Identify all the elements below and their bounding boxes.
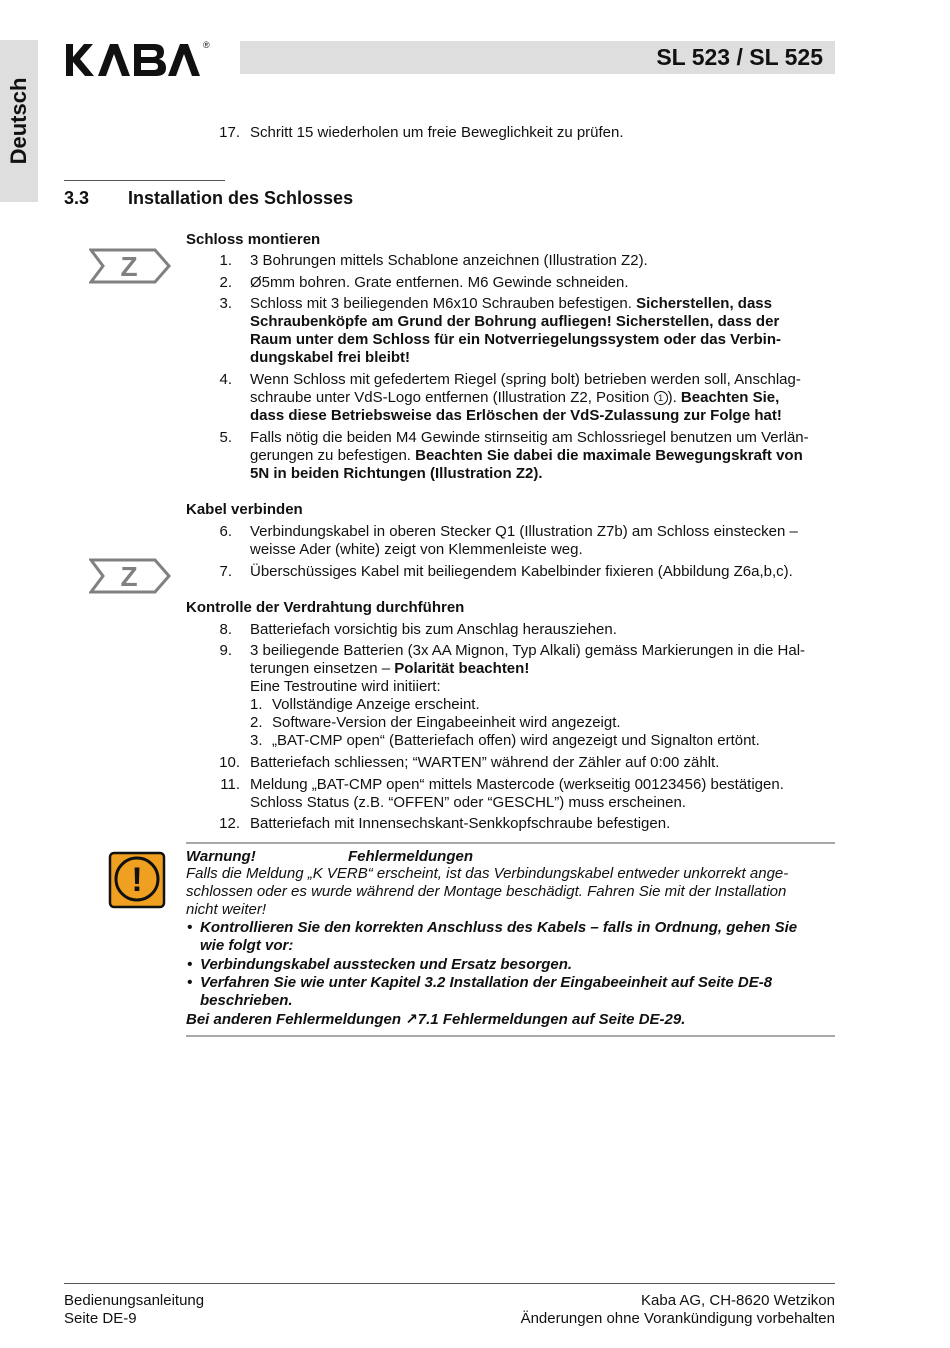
bullet: • <box>187 919 193 936</box>
warning-text: schlossen oder es wurde während der Montage beschädigt. Fahren Sie mit der Installation <box>186 883 787 900</box>
language-tab-label: Deutsch <box>6 77 31 165</box>
step-text: weisse Ader (white) zeigt von Klemmenleiste weg. <box>250 541 583 558</box>
z-illustration-icon <box>89 247 173 290</box>
document-title: SL 523 / SL 525 <box>656 44 823 70</box>
step-text: Wenn Schloss mit gefedertem Riegel (spring bolt) betrieben werden soll, Anschlag- <box>250 371 801 388</box>
step-text: Schritt 15 wiederholen um freie Beweglichkeit zu prüfen. <box>250 124 624 141</box>
header-bar <box>240 41 835 74</box>
step-number: 12. <box>219 815 240 832</box>
step-emphasis: Sicherstellen, dass <box>636 295 772 312</box>
step-emphasis: 5N in beiden Richtungen (Illustration Z2). <box>250 465 543 482</box>
warning-top-rule <box>186 842 835 844</box>
step-text <box>250 660 529 678</box>
step-emphasis: Beachten Sie, <box>680 389 780 406</box>
step-text: Eine Testroutine wird initiiert: <box>250 678 441 695</box>
step-text: Meldung „BAT-CMP open“ mittels Mastercode (werkseitig 00123456) bestätigen. <box>250 776 784 793</box>
section-title: Installation des Schlosses <box>128 188 354 208</box>
warning-bullet-text: beschrieben. <box>200 992 293 1009</box>
warning-bullet-text: Verbindungskabel ausstecken und Ersatz besorgen. <box>200 956 573 973</box>
warning-title: Fehlermeldungen <box>348 848 474 865</box>
warning-reference[interactable] <box>186 1011 685 1029</box>
footer-doc-type: Bedienungsanleitung <box>64 1292 205 1309</box>
sub-step-number: 2. <box>250 714 263 731</box>
warning-icon <box>108 851 166 914</box>
reference-text: Bei anderen Fehlermeldungen <box>186 1011 406 1028</box>
subheading-mount: Schloss montieren <box>186 231 321 248</box>
step-emphasis: Raum unter dem Schloss für ein Notverriegelungssystem oder das Verbin- <box>250 331 781 348</box>
sub-step-text: Vollständige Anzeige erscheint. <box>272 696 480 713</box>
warning-label: Warnung! <box>186 848 256 865</box>
step-text: Ø5mm bohren. Grate entfernen. M6 Gewinde schneiden. <box>250 274 629 291</box>
step-text: 3 beiliegende Batterien (3x AA Mignon, Typ Alkali) gemäss Markierungen in die Hal- <box>250 642 806 659</box>
registered-mark: ® <box>203 40 210 50</box>
warning-glyph: ! <box>131 861 143 899</box>
sub-step-text: Software-Version der Eingabeeinheit wird angezeigt. <box>272 714 621 731</box>
step-emphasis: dass diese Betriebsweise das Erlöschen der VdS-Zulassung zur Folge hat! <box>250 407 782 424</box>
step-text: Verbindungskabel in oberen Stecker Q1 (Illustration Z7b) am Schloss einstecken – <box>250 523 798 540</box>
section-divider <box>64 180 225 181</box>
step-text: Überschüssiges Kabel mit beiliegendem Kabelbinder fixieren (Abbildung Z6a,b,c). <box>250 563 793 580</box>
subheading-cable: Kabel verbinden <box>186 501 303 518</box>
step-text-part: ). <box>667 389 681 406</box>
warning-text: nicht weiter! <box>186 901 267 918</box>
position-marker: 1 <box>654 391 668 405</box>
footer-divider <box>64 1283 835 1284</box>
footer-disclaimer: Änderungen ohne Vorankündigung vorbehalten <box>520 1310 835 1327</box>
step-emphasis: Polarität beachten! <box>394 660 530 677</box>
step-text <box>250 447 803 465</box>
z-icon-label: Z <box>120 561 138 592</box>
step-text: Falls nötig die beiden M4 Gewinde stirnseitig am Schlossriegel benutzen um Verlän- <box>250 429 809 446</box>
step-text <box>250 295 772 313</box>
sub-step-number: 3. <box>250 732 263 749</box>
step-text-part: schraube unter VdS-Logo entfernen (Illustration Z2, Position <box>250 389 654 406</box>
footer-company: Kaba AG, CH-8620 Wetzikon <box>641 1292 835 1309</box>
warning-bullet-text: Verfahren Sie wie unter Kapitel 3.2 Installation der Eingabeeinheit auf Seite DE-8 <box>200 974 773 991</box>
bullet: • <box>187 956 193 973</box>
step-emphasis: dungskabel frei bleibt! <box>250 349 411 366</box>
step-text-part: gerungen zu befestigen. <box>250 447 416 464</box>
step-number: 11. <box>220 776 240 793</box>
section-number: 3.3 <box>64 188 90 208</box>
step-text: Schloss Status (z.B. “OFFEN” oder “GESCHL”) muss erscheinen. <box>250 794 686 811</box>
sub-step-text: „BAT-CMP open“ (Batteriefach offen) wird angezeigt und Signalton ertönt. <box>272 732 760 749</box>
warning-bullet-text: Kontrollieren Sie den korrekten Anschluss des Kabels – falls in Ordnung, gehen Sie <box>200 919 798 936</box>
step-text: 3 Bohrungen mittels Schablone anzeichnen (Illustration Z2). <box>250 252 648 269</box>
step-number: 6. <box>219 523 232 540</box>
step-emphasis: Schraubenköpfe am Grund der Bohrung aufliegen! Sicherstellen, dass der <box>250 313 780 330</box>
subheading-wiring: Kontrolle der Verdrahtung durchführen <box>186 599 465 616</box>
step-text-part: terungen einsetzen – <box>250 660 395 677</box>
step-number: 5. <box>219 429 232 446</box>
warning-bullet-text: wie folgt vor: <box>200 937 294 954</box>
step-number: 2. <box>219 274 232 291</box>
sub-step-number: 1. <box>250 696 263 713</box>
cross-reference-arrow-icon: ↗ <box>405 1011 418 1028</box>
language-tab <box>0 40 38 202</box>
step-number: 7. <box>219 563 232 580</box>
step-number: 4. <box>219 371 232 388</box>
step-text: Batteriefach mit Innensechskant-Senkkopfschraube befestigen. <box>250 815 671 832</box>
footer-page-number: Seite DE-9 <box>64 1310 137 1327</box>
reference-link[interactable]: 7.1 Fehlermeldungen auf Seite DE-29. <box>417 1011 686 1028</box>
warning-text: Falls die Meldung „K VERB“ erscheint, ist das Verbindungskabel entweder unkorrekt ange- <box>186 865 789 882</box>
step-number: 10. <box>219 754 240 771</box>
step-text: Batteriefach vorsichtig bis zum Anschlag herausziehen. <box>250 621 617 638</box>
step-text: Batteriefach schliessen; “WARTEN” während der Zähler auf 0:00 zählt. <box>250 754 720 771</box>
z-icon-label: Z <box>120 251 138 282</box>
step-number: 8. <box>219 621 232 638</box>
step-number: 1. <box>219 252 232 269</box>
warning-bottom-rule <box>186 1035 835 1037</box>
step-emphasis: Beachten Sie dabei die maximale Bewegungskraft von <box>415 447 803 464</box>
z-illustration-icon <box>89 557 173 600</box>
step-number: 17. <box>219 124 240 141</box>
bullet: • <box>187 974 193 991</box>
kaba-logo <box>64 42 204 83</box>
step-text-part: Schloss mit 3 beiliegenden M6x10 Schrauben befestigen. <box>250 295 637 312</box>
step-number: 9. <box>219 642 232 659</box>
step-text <box>250 389 779 407</box>
step-number: 3. <box>219 295 232 312</box>
